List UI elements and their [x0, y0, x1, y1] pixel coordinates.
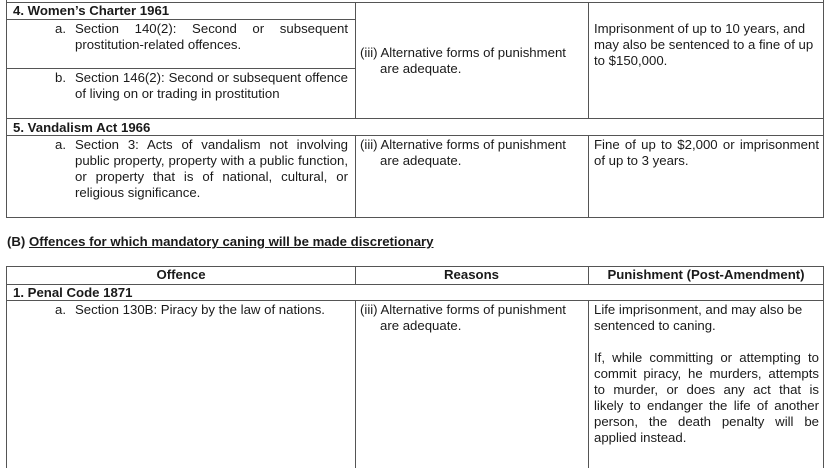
- column-divider: [355, 2, 356, 118]
- offence-text: Section 130B: Piracy by the law of nations.: [75, 302, 325, 317]
- table-b-left-border: [6, 266, 7, 468]
- column-header-reasons: Reasons: [444, 267, 499, 282]
- list-marker: a.: [55, 21, 66, 36]
- table-b-right-border: [823, 266, 824, 468]
- statute-header: 5. Vandalism Act 1966: [13, 120, 151, 135]
- reason-text: (iii) Alternative forms of punishment are adequate.: [360, 45, 566, 76]
- column-divider: [588, 135, 589, 217]
- column-divider: [355, 300, 356, 468]
- offence-text: Section 3: Acts of vandalism not involving public property, property with a public function, or property that is of national, cultural, or religious significance.: [75, 137, 348, 200]
- section-b-title: [7, 234, 434, 250]
- row-divider: [6, 68, 356, 69]
- reason-text: (iii) Alternative forms of punishment are adequate.: [360, 302, 566, 333]
- column-divider: [588, 300, 589, 468]
- statute-header: 4. Women’s Charter 1961: [13, 3, 170, 18]
- row-divider: [6, 118, 824, 119]
- punishment-text: Life imprisonment, and may also be sentenced to caning.: [594, 302, 803, 333]
- table-a-right-border: [823, 0, 824, 218]
- offence-text: Section 146(2): Second or subsequent offence of living on or trading in prostitution: [75, 70, 348, 101]
- row-divider: [6, 217, 824, 218]
- table-a-left-border: [6, 0, 7, 218]
- column-header-punishment: Punishment (Post-Amendment): [607, 267, 805, 282]
- punishment-text: Imprisonment of up to 10 years, and may also be sentenced to a fine of up to $150,000.: [594, 21, 814, 68]
- section-b-heading: Offences for which mandatory caning will be made discretionary: [28, 234, 434, 249]
- column-divider: [355, 135, 356, 217]
- statute-header: 1. Penal Code 1871: [13, 285, 133, 300]
- offence-text: Section 140(2): Second or subsequent prostitution-related offences.: [75, 21, 348, 52]
- reason-text: (iii) Alternative forms of punishment are adequate.: [360, 137, 566, 168]
- section-b-prefix: (B): [7, 234, 29, 249]
- punishment-text: Fine of up to $2,000 or imprisonment of up to 3 years.: [594, 137, 819, 168]
- list-marker: b.: [55, 70, 66, 85]
- column-header-offence: Offence: [156, 267, 206, 282]
- row-divider: [6, 19, 356, 20]
- punishment-text: If, while committing or attempting to commit piracy, he murders, attempts to murder, or does any act that is likely to endanger the life of another person, the death penalty will be applied instead.: [594, 350, 819, 445]
- column-divider: [588, 2, 589, 118]
- list-marker: a.: [55, 302, 66, 317]
- list-marker: a.: [55, 137, 66, 152]
